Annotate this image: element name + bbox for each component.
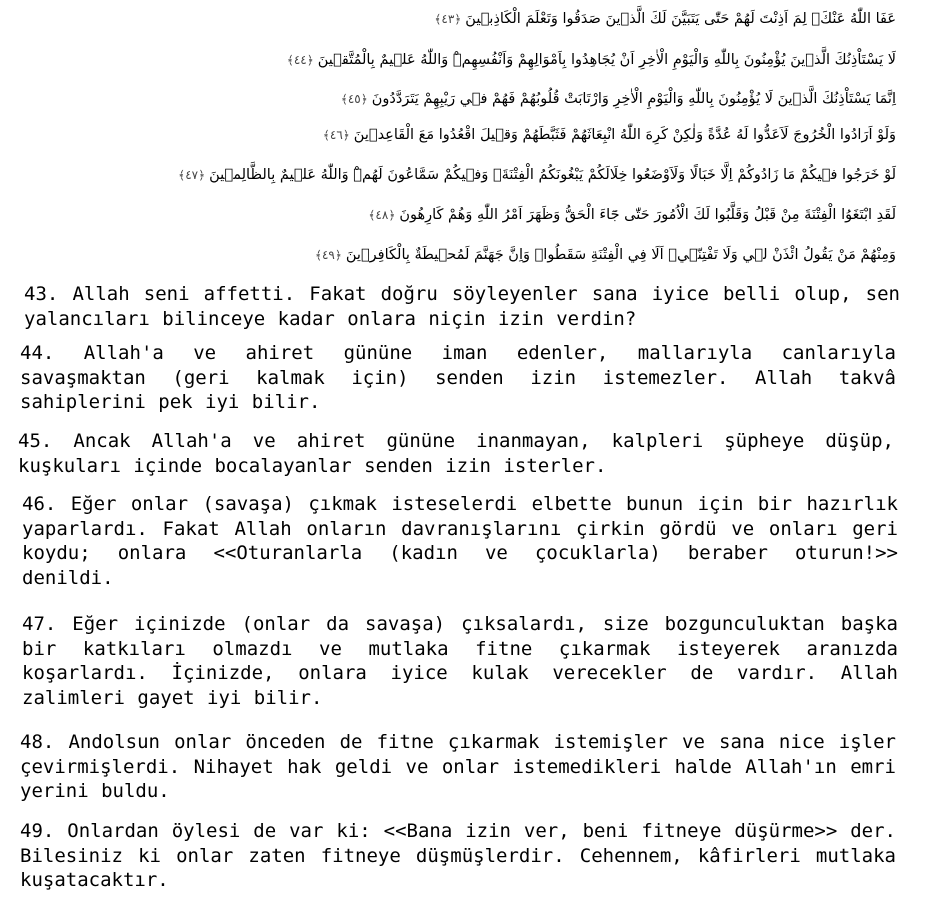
arabic-verse-44: لَا يَسْتَاْذِنُكَ الَّذ۪ينَ يُؤْمِنُونَ بِاللّٰهِ وَالْيَوْمِ الْاٰخِرِ اَنْ يُجَاهِدُوا بِاَمْوَالِهِمْ وَاَنْفُسِهِمْۜ وَاللّٰهُ عَل۪يمٌ بِالْمُتَّق۪ينَ﴿٤٤﴾	[286, 52, 896, 68]
arabic-verse-48: لَقَدِ ابْتَغَوُا الْفِتْنَةَ مِنْ قَبْلُ وَقَلَّبُوا لَكَ الْاُمُورَ حَتّٰى جَٓاءَ الْحَقُّ وَظَهَرَ اَمْرُ اللّٰهِ وَهُمْ كَارِهُونَ﴿٤٨﴾	[368, 207, 896, 223]
verse-end-marker: ﴿٤٧﴾	[178, 168, 206, 182]
verse-end-marker: ﴿٤٦﴾	[322, 128, 350, 142]
arabic-verse-49: وَمِنْهُمْ مَنْ يَقُولُ ائْذَنْ ل۪ي وَلَا تَفْتِنّ۪يۜ اَلَا فِي الْفِتْنَةِ سَقَطُواۜ وَاِنَّ جَهَنَّمَ لَمُح۪يطَةٌ بِالْكَافِر۪ينَ﴿٤٩﴾	[314, 247, 896, 263]
arabic-verse-47: لَوْ خَرَجُوا ف۪يكُمْ مَا زَادُوكُمْ اِلَّا خَبَالًا وَلَاَوْضَعُوا خِلَالَكُمْ يَبْغُونَكُمُ الْفِتْنَةَۚ وَف۪يكُمْ سَمَّاعُونَ لَهُمْۜ وَاللّٰهُ عَل۪يمٌ بِالظَّالِم۪ينَ﴿٤٧﴾	[178, 167, 896, 183]
verse-43: 43. Allah seni affetti. Fakat doğru söyleyenler sana iyice belli olup, sen yalancıları bilinceye kadar onlara niçin izin verdin?	[24, 283, 900, 330]
verse-end-marker: ﴿٤٣﴾	[434, 12, 462, 26]
verse-45: 45. Ancak Allah'a ve ahiret gününe inanmayan, kalpleri şüpheye düşüp, kuşkuları içinde bocalayanlar senden izin isterler.	[18, 430, 894, 477]
arabic-verse-46: وَلَوْ اَرَادُوا الْخُرُوجَ لَاَعَدُّوا لَهُ عُدَّةً وَلٰكِنْ كَرِهَ اللّٰهُ انْبِعَاثَهُمْ فَثَبَّطَهُمْ وَق۪يلَ اقْعُدُوا مَعَ الْقَاعِد۪ينَ﴿٤٦﴾	[322, 127, 896, 143]
verse-46: 46. Eğer onlar (savaşa) çıkmak isteselerdi elbette bunun için bir hazırlık yaparlardı. Fakat Allah onların davranışlarını çirkin gördü ve onları geri koydu; onlara <<Oturanlarla (kadın ve çocuklarla) beraber oturun!>> denildi.	[22, 493, 898, 589]
verse-49: 49. Onlardan öylesi de var ki: <<Bana izin ver, beni fitneye düşürme>> der. Bilesiniz ki onlar zaten fitneye düşmüşlerdir. Cehennem, kâfirleri mutlaka kuşatacaktır.	[20, 820, 896, 891]
verse-end-marker: ﴿٤٤﴾	[286, 53, 314, 67]
verse-end-marker: ﴿٤٨﴾	[368, 208, 396, 222]
verse-end-marker: ﴿٤٥﴾	[340, 92, 368, 106]
verse-48: 48. Andolsun onlar önceden de fitne çıkarmak istemişler ve sana nice işler çevirmişlerdi. Nihayet hak geldi ve onlar istemedikleri halde Allah'ın emri yerini buldu.	[20, 731, 896, 802]
verse-44: 44. Allah'a ve ahiret gününe iman edenler, mallarıyla canlarıyla savaşmaktan (geri kalmak için) senden izin istemezler. Allah takvâ sahiplerini pek iyi bilir.	[20, 342, 896, 413]
arabic-verse-45: اِنَّمَا يَسْتَاْذِنُكَ الَّذ۪ينَ لَا يُؤْمِنُونَ بِاللّٰهِ وَالْيَوْمِ الْاٰخِرِ وَارْتَابَتْ قُلُوبُهُمْ فَهُمْ ف۪ي رَيْبِهِمْ يَتَرَدَّدُونَ﴿٤٥﴾	[340, 91, 896, 107]
verse-end-marker: ﴿٤٩﴾	[314, 248, 342, 262]
arabic-verse-43: عَفَا اللّٰهُ عَنْكَۚ لِمَ اَذِنْتَ لَهُمْ حَتّٰى يَتَبَيَّنَ لَكَ الَّذ۪ينَ صَدَقُوا وَتَعْلَمَ الْكَاذِب۪ينَ﴿٤٣﴾	[434, 11, 896, 27]
verse-47: 47. Eğer içinizde (onlar da savaşa) çıksalardı, size bozgunculuktan başka bir katkıları olmazdı ve mutlaka fitne çıkarmak isteyerek aranızda koşarlardı. İçinizde, onlara iyice kulak verecekler de vardır. Allah zalimleri gayet iyi bilir.	[22, 613, 898, 709]
